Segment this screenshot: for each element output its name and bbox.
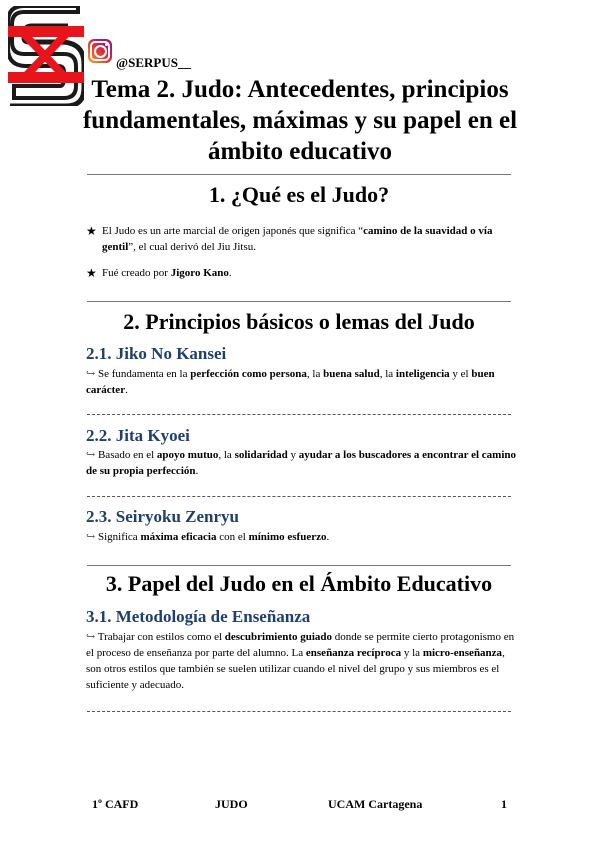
footer-institution: UCAM Cartagena [328,797,423,811]
hook-arrow-icon: ↪ [86,531,96,543]
page-title: Tema 2. Judo: Antecedentes, principios fundamentales, máximas y su papel en el ámbito educativo [82,76,518,165]
section-heading-2: 2. Principios básicos o lemas del Judo [123,309,475,334]
footer-course: 1º CAFD [92,797,139,811]
footer-subject: JUDO [215,797,248,811]
dashed-divider [87,414,511,415]
star-icon: ★ [86,266,97,280]
divider [87,174,511,175]
divider [87,301,511,302]
subsection-heading: 2.2. Jita Kyoei [86,426,190,445]
page-number: 1 [501,797,507,811]
hook-arrow-icon: ↪ [86,449,96,461]
paragraph: ↪ Trabajar con estilos como el descubrimiento guiado donde se permite cierto protagonismo en el proceso de enseñanza por parte del alumno. La enseñanza recíproca y la micro-enseñanza, son otros estilos que también se suelen utilizar cuando el nivel del grupo y sus miembros es el suficiente y adecuado. [86,631,515,691]
hook-arrow-icon: ↪ [86,368,96,380]
section-heading-3: 3. Papel del Judo en el Ámbito Educativo [105,571,493,596]
paragraph: ↪ Se fundamenta en la perfección como persona, la buena salud, la inteligencia y el buen carácter. [86,368,495,396]
paragraph: ↪ Significa máxima eficacia con el mínimo esfuerzo. [86,531,330,543]
social-handle: @SERPUS__ [116,55,191,70]
section-heading-1: 1. ¿Qué es el Judo? [208,182,390,207]
hook-arrow-icon: ↪ [86,631,96,643]
dashed-divider [87,711,511,712]
list-item: ★ Fué creado por Jigoro Kano. [86,266,232,280]
dashed-divider [87,496,511,497]
list-item: ★ El Judo es un arte marcial de origen japonés que significa “camino de la suavidad o vía gentil”, el cual derivó del Jiu Jitsu. [86,224,493,253]
divider [87,565,511,566]
subsection-heading: 2.3. Seiryoku Zenryu [86,507,240,526]
instagram-icon [88,39,112,63]
paragraph: ↪ Basado en el apoyo mutuo, la solidaridad y ayudar a los buscadores a encontrar el camino de su propia perfección. [86,449,517,477]
subsection-heading: 2.1. Jiko No Kansei [86,344,227,363]
star-icon: ★ [86,224,97,238]
subsection-heading: 3.1. Metodología de Enseñanza [86,607,311,626]
